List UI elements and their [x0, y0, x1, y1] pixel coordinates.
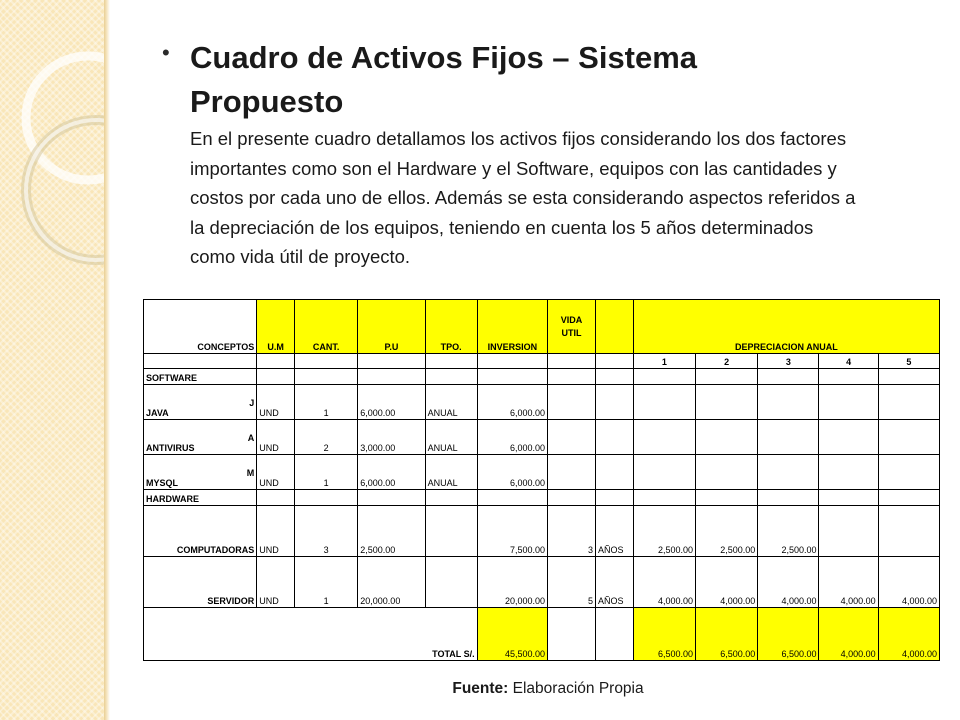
cell [477, 354, 547, 369]
total-dep: 6,500.00 [633, 608, 695, 661]
cant-cell: 2 [295, 420, 358, 455]
source-text: Elaboración Propia [508, 680, 644, 697]
total-dep: 6,500.00 [758, 608, 819, 661]
dep-cell [819, 506, 878, 557]
vida-cell: 5 [548, 557, 596, 608]
dep-cell: 2,500.00 [758, 506, 819, 557]
total-label: TOTAL S/. [144, 608, 478, 661]
dep-cell: 4,000.00 [758, 557, 819, 608]
bullet-icon: • [162, 40, 170, 65]
concept-name: COMPUTADORAS [144, 506, 257, 557]
cell [425, 354, 477, 369]
concept-cell [144, 455, 257, 490]
dep-cell [878, 506, 939, 557]
year-2: 2 [696, 354, 758, 369]
section-row-hardware [144, 490, 940, 506]
table-row [144, 385, 940, 420]
um-cell: UND [257, 420, 295, 455]
cell [257, 354, 295, 369]
total-inversion: 45,500.00 [477, 608, 547, 661]
total-dep: 4,000.00 [819, 608, 878, 661]
total-dep: 6,500.00 [696, 608, 758, 661]
header-empty [596, 300, 634, 354]
cant-cell: 1 [295, 385, 358, 420]
table-row [144, 420, 940, 455]
um-cell: UND [257, 385, 295, 420]
table-row [144, 557, 940, 608]
section-row-software [144, 369, 940, 385]
dep-cell: 4,000.00 [819, 557, 878, 608]
source-caption [0, 680, 960, 698]
cant-cell: 1 [295, 455, 358, 490]
pu-cell: 20,000.00 [358, 557, 425, 608]
cell [358, 354, 425, 369]
section-hardware: HARDWARE [144, 490, 257, 506]
header-cant: CANT. [295, 300, 358, 354]
header-pu: P.U [358, 300, 425, 354]
pu-cell: 3,000.00 [358, 420, 425, 455]
inversion-cell: 7,500.00 [477, 506, 547, 557]
concept-code: A [247, 433, 255, 443]
decorative-rings-graphic [0, 0, 106, 720]
cell [295, 354, 358, 369]
tpo-cell: ANUAL [425, 455, 477, 490]
table-row [144, 455, 940, 490]
um-cell: UND [257, 455, 295, 490]
vida-unit-cell: AÑOS [596, 557, 634, 608]
year-4: 4 [819, 354, 878, 369]
pu-cell: 2,500.00 [358, 506, 425, 557]
side-band-edge [104, 0, 110, 720]
cell [596, 354, 634, 369]
cant-cell: 3 [295, 506, 358, 557]
dep-cell: 4,000.00 [878, 557, 939, 608]
header-inversion: INVERSION [477, 300, 547, 354]
section-software: SOFTWARE [144, 369, 257, 385]
inversion-cell: 20,000.00 [477, 557, 547, 608]
tpo-cell: ANUAL [425, 420, 477, 455]
pu-cell: 6,000.00 [358, 455, 425, 490]
tpo-cell: ANUAL [425, 385, 477, 420]
concept-name: ANTIVIRUS [146, 443, 195, 453]
header-depreciacion: DEPRECIACION ANUAL [633, 300, 939, 354]
um-cell: UND [257, 506, 295, 557]
inversion-cell: 6,000.00 [477, 385, 547, 420]
concept-name: MYSQL [146, 478, 179, 488]
concept-code: J [249, 398, 255, 408]
dep-cell: 2,500.00 [633, 506, 695, 557]
dep-cell: 2,500.00 [696, 506, 758, 557]
year-3: 3 [758, 354, 819, 369]
header-conceptos: CONCEPTOS [144, 300, 257, 354]
cell [548, 354, 596, 369]
cell [144, 354, 257, 369]
table-years-row [144, 354, 940, 369]
source-label: Fuente: [452, 680, 509, 697]
vida-cell: 3 [548, 506, 596, 557]
total-dep: 4,000.00 [878, 608, 939, 661]
concept-cell [144, 385, 257, 420]
header-vida-util: VIDA UTIL [548, 300, 596, 354]
fixed-assets-table [143, 299, 940, 661]
concept-cell [144, 420, 257, 455]
table-row [144, 506, 940, 557]
concept-name: SERVIDOR [144, 557, 257, 608]
table-header-row [144, 300, 940, 354]
dep-cell: 4,000.00 [696, 557, 758, 608]
vida-unit-cell: AÑOS [596, 506, 634, 557]
concept-code: M [246, 468, 255, 478]
header-tpo: TPO. [425, 300, 477, 354]
decorative-side-band [0, 0, 106, 720]
dep-cell: 4,000.00 [633, 557, 695, 608]
um-cell: UND [257, 557, 295, 608]
cant-cell: 1 [295, 557, 358, 608]
slide-title: Cuadro de Activos Fijos – Sistema Propuesto [190, 40, 698, 119]
inversion-cell: 6,000.00 [477, 420, 547, 455]
slide-description: En el presente cuadro detallamos los activos fijos considerando los dos factores importantes como son el Hardware y el Software, equipos con las cantidades y costos por cada uno de ellos. Además se esta considerando aspectos referidos a la depreciación de los equipos, teniendo en cuenta los 5 años determinados como vida útil de proyecto. [190, 128, 856, 267]
pu-cell: 6,000.00 [358, 385, 425, 420]
header-um: U.M [257, 300, 295, 354]
year-1: 1 [633, 354, 695, 369]
inversion-cell: 6,000.00 [477, 455, 547, 490]
table-total-row [144, 608, 940, 661]
concept-name: JAVA [146, 408, 169, 418]
year-5: 5 [878, 354, 939, 369]
